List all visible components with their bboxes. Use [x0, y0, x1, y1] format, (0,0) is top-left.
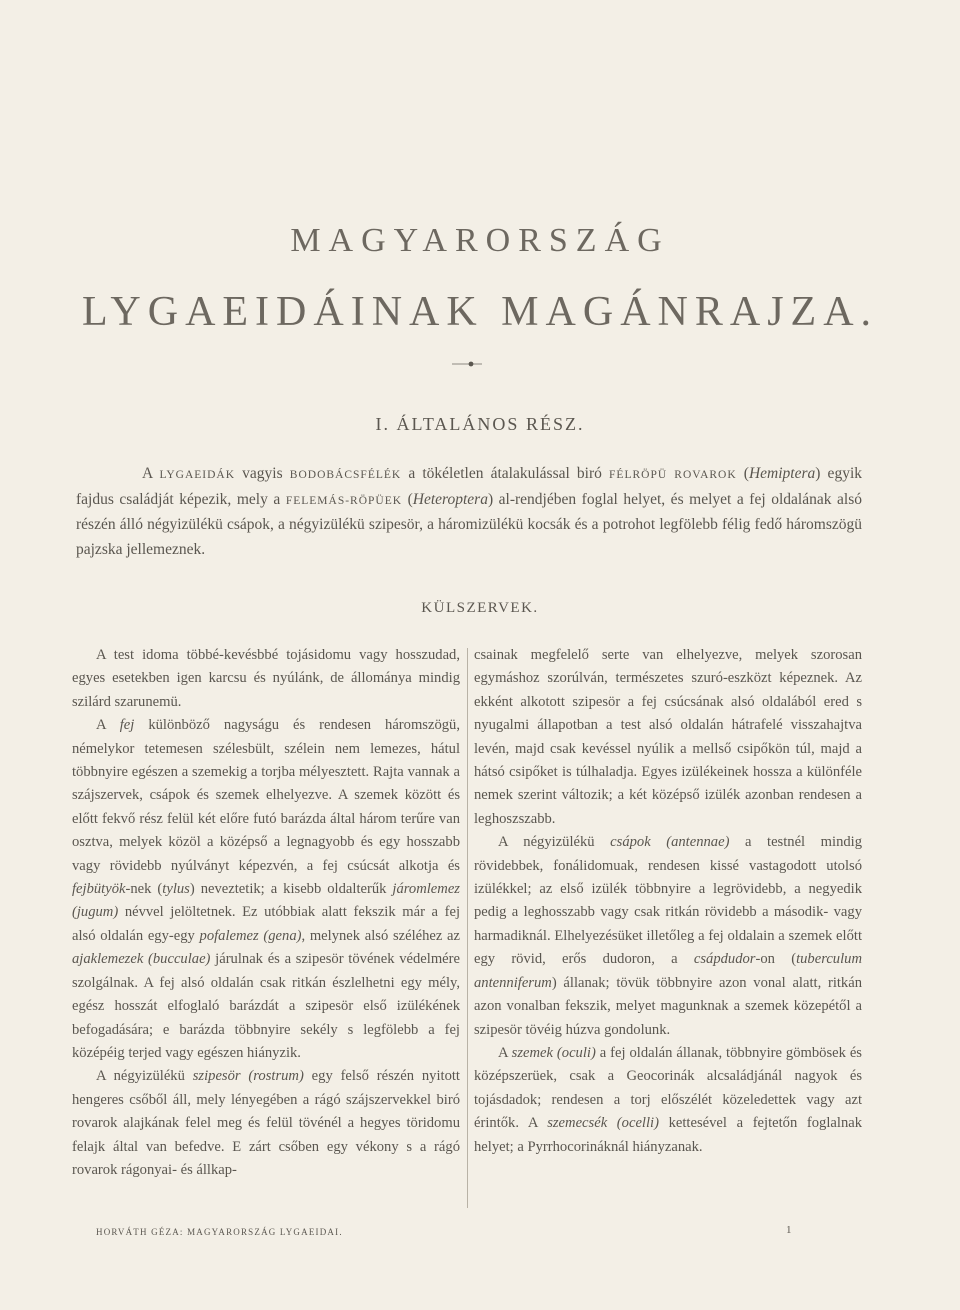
intro-text: (	[736, 465, 749, 482]
term-felropu-rovarok: FÉLRÖPÜ ROVAROK	[609, 469, 737, 481]
column-divider	[467, 648, 468, 1208]
page-footer: HORVÁTH GÉZA: MAGYARORSZÁG LYGAEIDAI.	[96, 1227, 343, 1237]
intro-lead: A	[142, 465, 160, 482]
paragraph-head	[72, 714, 460, 1065]
term-fejbutyok: fejbütyök	[72, 881, 126, 898]
term-fej: fej	[119, 717, 135, 734]
intro-text: vagyis	[235, 465, 290, 482]
text-run: kettesével a fejtetőn foglalnak helyet; a Pyrrhocorináknál hiányzanak.	[474, 1115, 863, 1155]
term-ajaklemezek: ajaklemezek (bucculae)	[72, 951, 211, 968]
text-run: egy felső részén nyitott hengeres csőből áll, mely lényegében a rágó szájszervekkel biró rovarok alajkának felel meg és felül tövénél a hegyes töridomu felajk által van befedve. E zárt csőben egy vékony s a rágó rovarok rágonyai- és állkap-	[72, 1068, 460, 1178]
text-run: ) neveztetik; a kisebb oldalterűk	[189, 881, 393, 898]
text-run: A	[96, 717, 120, 734]
text-run: ) állanak; tövük többnyire azon vonal alatt, ritkán azon vonalban fekszik, melyet magunknak a szemek közepétől a szipesör tövéig húzva gondolunk.	[474, 974, 862, 1038]
paragraph-body-shape: A test idoma többé-kevésbbé tojásidomu vagy hosszudad, egyes esetekben igen karcsu és nyúlánk, de állománya mindig szilárd szarunemü.	[72, 647, 460, 710]
page-number: 1	[786, 1224, 792, 1236]
intro-paragraph	[76, 462, 862, 562]
term-felemas-ropuek: FELEMÁS-RÖPÜEK	[285, 494, 403, 507]
term-jaromlemez: járomlemez (jugum)	[72, 881, 460, 921]
term-csapdudor: csápdudor	[693, 951, 756, 968]
term-lygaeidak: LYGAEIDÁK	[159, 469, 236, 481]
text-run: A négyizülékü	[96, 1068, 193, 1085]
text-run: a fej oldalán állanak, többnyire gömbösek és középszerüek, csak a Geocorinák alcsaládjánál nagyok és tojásdadok; rendesen a torj előszélét közeledettek vagy azt érintők. A	[474, 1044, 862, 1132]
term-bodobacsfelek: BODOBÁCSFÉLÉK	[289, 469, 402, 481]
left-column	[72, 644, 460, 1182]
ornament-divider	[452, 360, 486, 368]
text-run: járulnak és a szipesör tövének védelmére szolgálnak. A fej alsó oldalán csak ritkán észlelhetni egy mély, egész hosszát elfoglaló barázdát a szipesör első izülékének befogadására; e barázda többnyire sekély s legfölebb a fej középéig terjed vagy egészen hiányzik.	[72, 951, 460, 1061]
text-run: különböző nagyságu és rendesen háromszögü, némelykor tetemesen szélesbült, szélein nem lemezes, hátul többnyire egészen a szemekig a torjba mélyesztett. Rajta vannak a szájszervek, csápok és szemek elhelyezve. A szemek között és előtt fekvő rész felül két előre futó barázda által három terűre van osztva, melyek közöl a középső a legnagyobb és egy hosszabb vagy rövidebb nyúlványt képezvén, a fej csúcsát alkotja és	[72, 717, 461, 874]
intro-text: ) al-rendjében foglal helyet, és melyet a fej oldalának alsó részén álló négyizülékü csápok, a négyizülékü szipesör, a háromizülékü kocsák és a potrohot legfölebb félig fedő háromszögü pajzska jellemeznek.	[76, 490, 862, 558]
text-run: névvel jelöltetnek. Ez utóbbiak alatt fekszik már a fej alsó oldalán egy-egy	[72, 904, 460, 944]
term-tuberculum: tuberculum antenniferum	[474, 951, 862, 991]
title-country: MAGYARORSZÁG	[290, 222, 670, 259]
subsection-title: KÜLSZERVEK.	[421, 600, 539, 616]
right-column	[474, 644, 862, 1159]
term-heteroptera: Heteroptera	[412, 490, 488, 508]
term-hemiptera: Hemiptera	[748, 465, 816, 482]
paragraph-antennae	[474, 831, 862, 1042]
term-szemek: szemek (oculi)	[511, 1044, 596, 1061]
text-run: , melynek alsó széléhez az	[301, 927, 460, 944]
term-tylus: tylus	[162, 881, 190, 898]
term-szipesor: szipesör (rostrum)	[192, 1068, 304, 1085]
paragraph-rostrum-continued: csainak megfelelő serte van elhelyezve, melyek szorosan egymáshoz szorúlván, természetes szuró-eszközt képeznek. Az ekként alkotott szipesör a fej csúcsának alsó oldalából ered s nyugalmi állapotban a test alsó oldalán hátrafelé visszahajtva levén, majd csak kevéssel nyúlik a mellső csipőkön túl, majd a hátsó csipőket is túlhaladja. Egyes izülékeinek hossza a különféle nemek szerint változik; a két középső izülék azonban rendesen a leghoszszabb.	[474, 647, 862, 827]
text-run: a testnél mindig rövidebbek, fonálidomuak, rendesen kissé vastagodott utolsó izülékkel; az első izülék többnyire a legrövidebb, a negyedik pedig a leghosszabb vagy csak ritkán rövidebb a második- vagy harmadiknál. Elhelyezésüket illetőleg a fej oldalain a szemek előtt egy rövid, erős dudoron, a	[474, 834, 863, 968]
intro-text: a tökéletlen átalakulással biró	[401, 465, 610, 482]
text-run: A négyizülékü	[498, 834, 611, 851]
text-run: -nek (	[125, 881, 163, 898]
intro-text: (	[402, 490, 413, 508]
text-run: -on (	[755, 951, 797, 968]
term-szemecsek: szemecsék (ocelli)	[547, 1115, 659, 1132]
intro-text: ) egyik fajdus családját képezik, mely a	[76, 465, 862, 508]
paragraph-eyes	[474, 1042, 862, 1159]
term-csapok: csápok (antennae)	[610, 834, 730, 851]
paragraph-rostrum	[72, 1065, 460, 1182]
section-title: I. ÁLTALÁNOS RÉSZ.	[375, 414, 585, 434]
title-main: LYGAEIDÁINAK MAGÁNRAJZA.	[81, 289, 879, 335]
term-pofalemez: pofalemez (gena)	[199, 927, 302, 944]
text-run: A	[498, 1044, 512, 1061]
